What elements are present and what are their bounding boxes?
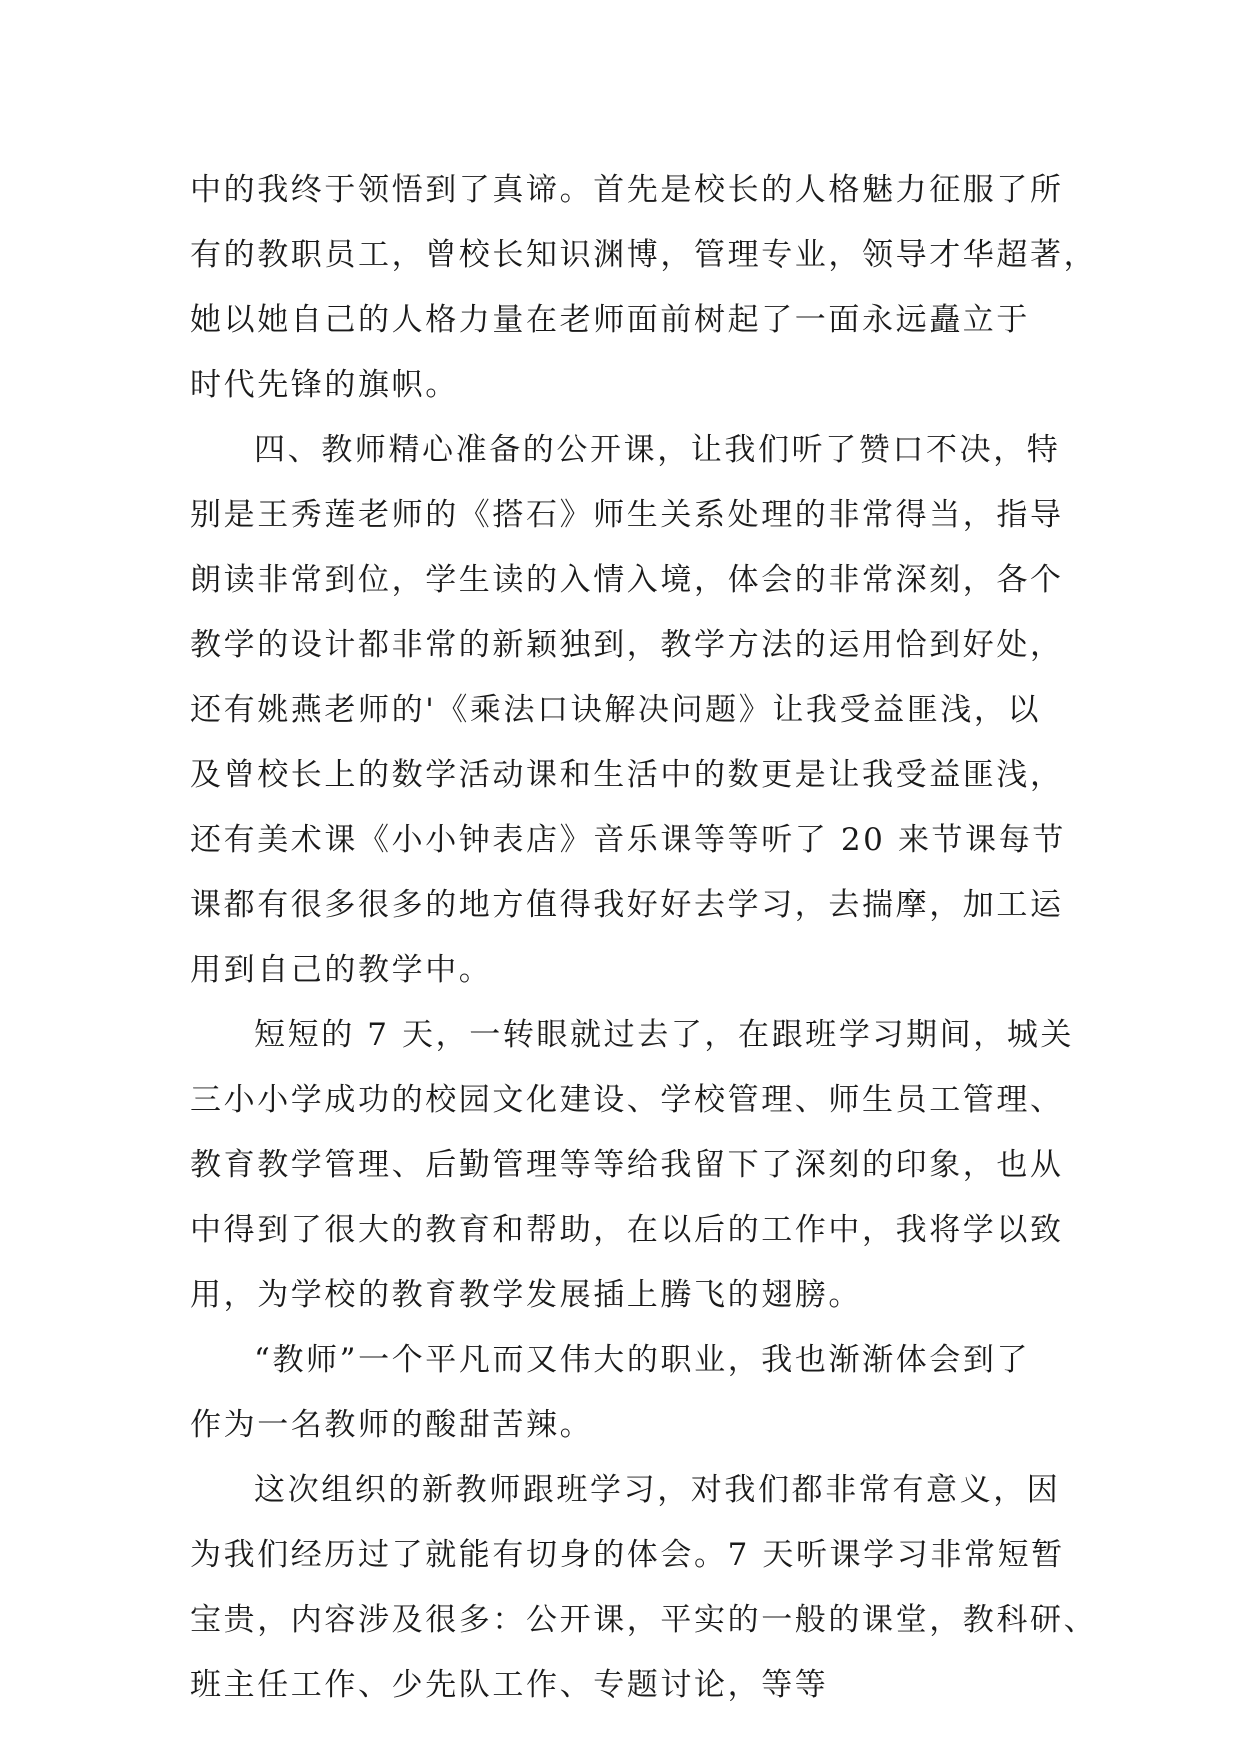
line: 朗读非常到位，学生读的入情入境，体会的非常深刻，各个 <box>190 562 1064 598</box>
line: 三小小学成功的校园文化建设、学校管理、师生员工管理、 <box>190 1082 1064 1118</box>
line: 教育教学管理、后勤管理等等给我留下了深刻的印象，也从 <box>190 1147 1064 1183</box>
line: 作为一名教师的酸甜苦辣。 <box>190 1407 594 1443</box>
body-text <box>190 158 1098 1718</box>
line: 有的教职员工，曾校长知识渊博，管理专业，领导才华超著， <box>190 237 1098 273</box>
line: 课都有很多很多的地方值得我好好去学习，去揣摩，加工运 <box>190 887 1064 923</box>
line: 四、教师精心准备的公开课，让我们听了赞口不决，特 <box>254 432 1061 468</box>
line: “教师”一个平凡而又伟大的职业，我也渐渐体会到了 <box>254 1342 1031 1378</box>
line: 这次组织的新教师跟班学习，对我们都非常有意义，因 <box>254 1472 1061 1508</box>
line: 别是王秀莲老师的《搭石》师生关系处理的非常得当，指导 <box>190 497 1064 533</box>
line: 中的我终于领悟到了真谛。首先是校长的人格魅力征服了所 <box>190 172 1064 208</box>
line: 宝贵，内容涉及很多：公开课，平实的一般的课堂，教科研、 <box>190 1602 1098 1638</box>
line: 时代先锋的旗帜。 <box>190 367 459 403</box>
line: 还有美术课《小小钟表店》音乐课等等听了 20 来节课每节 <box>190 822 1066 858</box>
paragraph-5 <box>190 1458 1098 1718</box>
paragraph-3 <box>190 1003 1075 1328</box>
line: 用到自己的教学中。 <box>190 952 493 988</box>
paragraph-2 <box>190 418 1070 1003</box>
line: 及曾校长上的数学活动课和生活中的数更是让我受益匪浅， <box>190 757 1064 793</box>
paragraph-1 <box>190 158 1098 418</box>
paragraph-4 <box>190 1328 1070 1458</box>
line: 教学的设计都非常的新颖独到，教学方法的运用恰到好处， <box>190 627 1064 663</box>
line: 短短的 7 天，一转眼就过去了，在跟班学习期间，城关 <box>254 1017 1075 1053</box>
line: 中得到了很大的教育和帮助，在以后的工作中，我将学以致 <box>190 1212 1064 1248</box>
line: 班主任工作、少先队工作、专题讨论，等等 <box>190 1667 829 1703</box>
line: 为我们经历过了就能有切身的体会。7 天听课学习非常短暂 <box>190 1537 1065 1573</box>
line: 用，为学校的教育教学发展插上腾飞的翅膀。 <box>190 1277 862 1313</box>
line: 还有姚燕老师的'《乘法口诀解决问题》让我受益匪浅，以 <box>190 692 1042 728</box>
line: 她以她自己的人格力量在老师面前树起了一面永远矗立于 <box>190 302 1030 338</box>
